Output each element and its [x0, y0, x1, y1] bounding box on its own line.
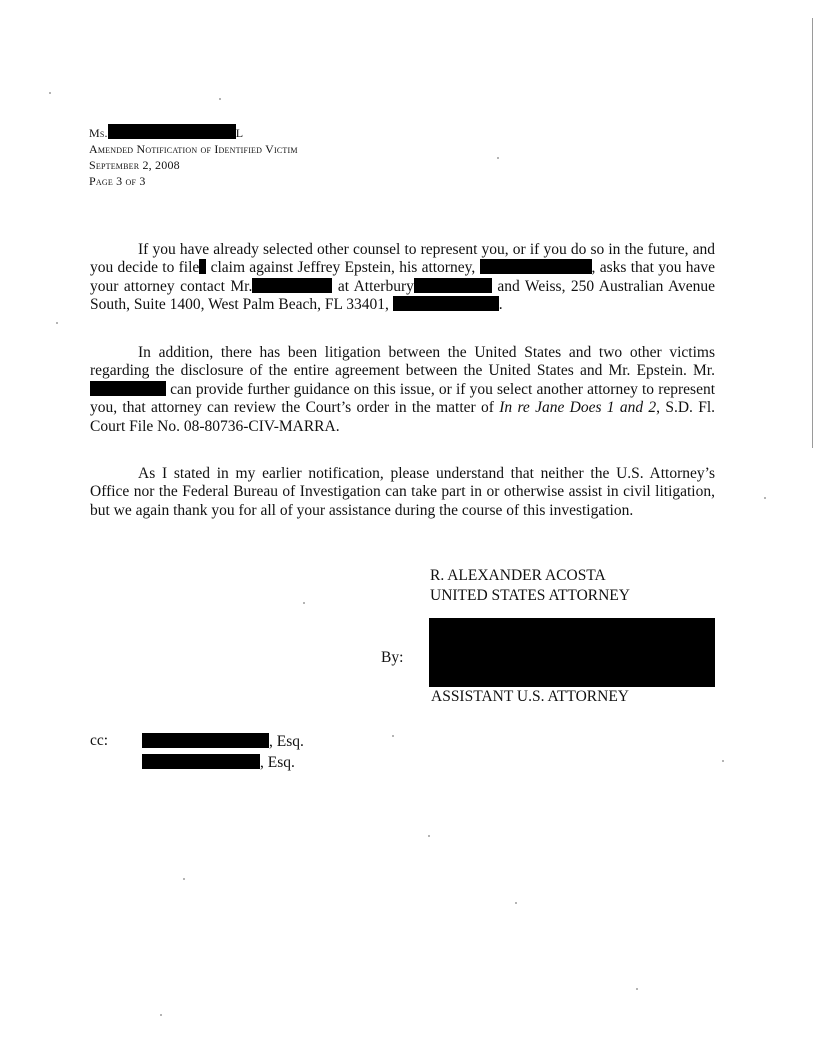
header-page-number: Page 3 of 3	[89, 174, 146, 188]
p1-text-7: .	[498, 296, 503, 314]
p1-text-3: ,	[591, 259, 596, 277]
scan-speck	[160, 1014, 162, 1016]
scan-speck	[428, 835, 430, 837]
redaction-p1-a	[199, 259, 206, 274]
redaction-cc-1	[142, 733, 269, 748]
signer-office: UNITED STATES ATTORNEY	[430, 587, 630, 604]
redaction-p1-attorney	[480, 259, 592, 274]
recipient-suffix: L	[235, 126, 244, 140]
cc-list	[142, 731, 304, 773]
p1-text-5: at Atterbury	[337, 277, 414, 295]
paragraph-litigation	[90, 344, 715, 436]
scan-speck	[392, 735, 394, 737]
signer-name: R. ALEXANDER ACOSTA	[430, 567, 606, 584]
p1-text-4: asks that you have your attorney contact Mr.	[90, 259, 716, 295]
redaction-p1-phone	[393, 296, 499, 311]
signer-title: ASSISTANT U.S. ATTORNEY	[431, 688, 629, 705]
scan-speck	[497, 157, 499, 159]
paragraph-closing	[90, 465, 715, 520]
cc-entry	[142, 731, 304, 752]
letter-header	[89, 124, 298, 189]
p1-text-1: If you have already selected other counsel to represent you, or if you do so in the future, and you decide to file	[90, 241, 715, 277]
scan-speck	[515, 902, 517, 904]
scan-edge-line	[812, 18, 813, 448]
redaction-cc-2	[142, 754, 260, 769]
scan-speck	[49, 92, 51, 94]
scan-speck	[56, 322, 58, 324]
redaction-signature	[429, 618, 715, 687]
header-title: Amended Notification of Identified Victim	[89, 142, 298, 156]
redaction-p1-contact-name	[252, 278, 332, 293]
recipient-line	[89, 124, 298, 141]
signature-header	[430, 566, 630, 606]
header-date: September 2, 2008	[89, 158, 180, 172]
scan-speck	[183, 878, 185, 880]
redaction-recipient-name	[108, 124, 236, 139]
cc-label: cc:	[90, 732, 109, 749]
redaction-p1-firm	[414, 278, 492, 293]
redaction-p2-name	[90, 381, 166, 396]
by-label: By:	[381, 649, 404, 666]
scan-speck	[219, 98, 221, 100]
scan-speck	[722, 760, 724, 762]
case-name: In re Jane Does 1 and 2	[499, 399, 657, 417]
cc-entry-suffix: , Esq.	[260, 754, 295, 771]
recipient-prefix: Ms.	[89, 126, 108, 140]
p2-text-3: , S.D. Fl. Court File No. 08-80736-CIV-MARRA.	[90, 399, 715, 435]
paragraph-other-counsel	[90, 241, 715, 315]
p2-text-2: can provide further guidance on this issue, or if you select another attorney to represent you, that attorney can review the Court’s order in the matter of	[90, 380, 716, 417]
p2-text-1: In addition, there has been litigation between the United States and two other victims regarding the disclosure of the entire agreement between the United States and Mr. Epstein. Mr.	[90, 344, 715, 380]
p1-text-2: claim against Jeffrey Epstein, his attorney,	[210, 259, 476, 277]
scan-speck	[636, 988, 638, 990]
scan-speck	[764, 497, 766, 499]
scan-speck	[303, 602, 305, 604]
cc-entry	[142, 752, 304, 773]
p3-text: As I stated in my earlier notification, please understand that neither the U.S. Attorney’s Office nor the Federal Bureau of Investigation can take part in or otherwise assist in civil litigation, but we again thank you for all of your assistance during the course of this investigation.	[90, 465, 715, 519]
cc-entry-suffix: , Esq.	[269, 733, 304, 750]
p1-text-6: and Weiss, 250 Australian Avenue South, Suite 1400, West Palm Beach, FL 33401,	[90, 277, 716, 314]
